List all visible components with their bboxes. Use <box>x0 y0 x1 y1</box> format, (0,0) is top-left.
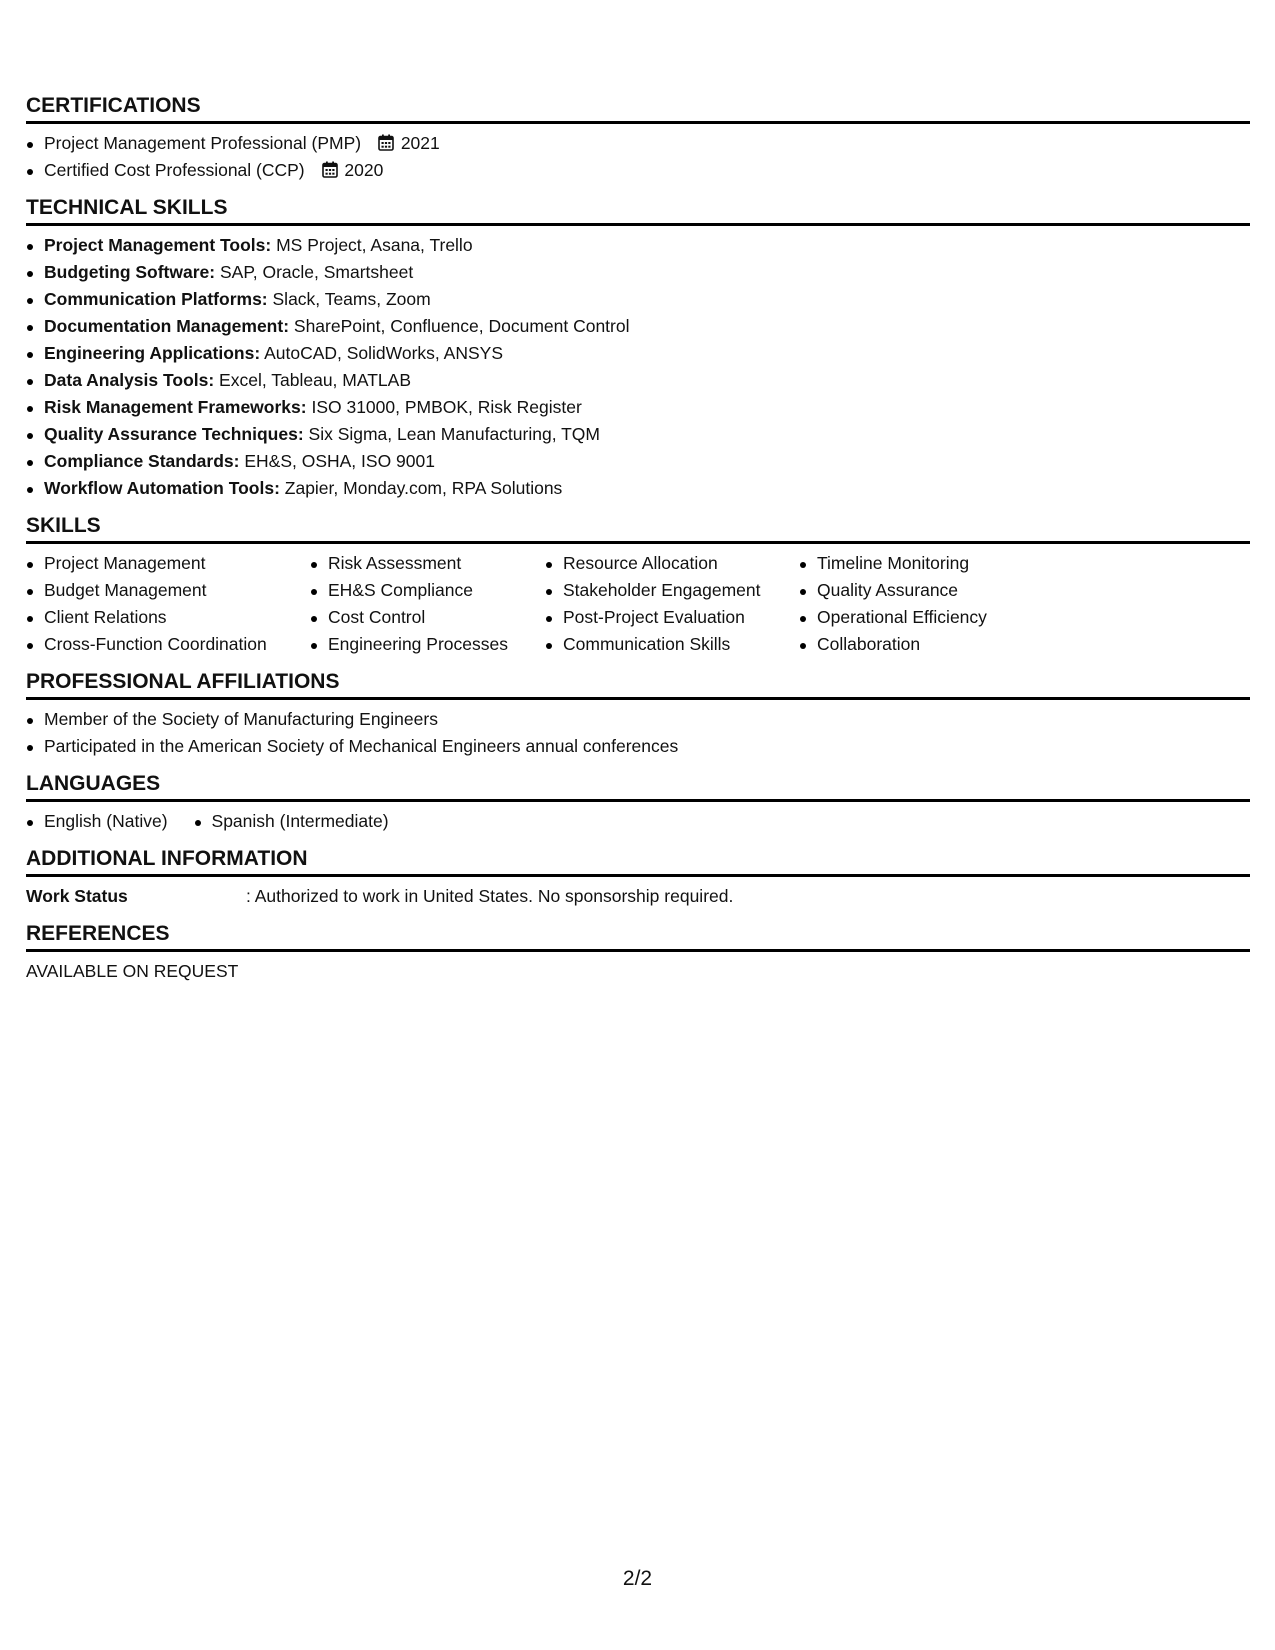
work-status-label: Work Status <box>26 886 128 906</box>
list-item <box>26 259 1250 286</box>
list-item: Participated in the American Society of Mechanical Engineers annual conferences <box>26 733 1250 760</box>
list-item: Cross-Function Coordination <box>26 631 310 658</box>
additional-info-section <box>26 845 1250 910</box>
affiliations-list <box>26 706 1250 760</box>
list-item <box>26 157 1250 184</box>
skills-column <box>310 550 545 658</box>
list-item: Budget Management <box>26 577 310 604</box>
technical-skills-title: TECHNICAL SKILLS <box>26 194 1250 226</box>
list-item <box>26 394 1250 421</box>
list-item <box>26 313 1250 340</box>
list-item <box>26 448 1250 475</box>
skill-value: Excel, Tableau, MATLAB <box>214 370 411 390</box>
certifications-section <box>26 92 1250 184</box>
list-item: Communication Skills <box>545 631 799 658</box>
skill-label: Project Management Tools: <box>44 235 272 255</box>
skill-value: EH&S, OSHA, ISO 9001 <box>239 451 435 471</box>
list-item: Project Management <box>26 550 310 577</box>
skills-column <box>26 550 310 658</box>
references-section <box>26 920 1250 985</box>
list-item: Risk Assessment <box>310 550 545 577</box>
work-status-value: : Authorized to work in United States. No sponsorship required. <box>246 886 734 906</box>
skills-section <box>26 512 1250 658</box>
skills-column <box>545 550 799 658</box>
list-item: Collaboration <box>799 631 1039 658</box>
certifications-title: CERTIFICATIONS <box>26 92 1250 124</box>
affiliations-title: PROFESSIONAL AFFILIATIONS <box>26 668 1250 700</box>
skills-column <box>799 550 1039 658</box>
skill-label: Engineering Applications: <box>44 343 261 363</box>
skill-value: SAP, Oracle, Smartsheet <box>215 262 414 282</box>
skill-label: Compliance Standards: <box>44 451 240 471</box>
list-item: Timeline Monitoring <box>799 550 1039 577</box>
skill-label: Data Analysis Tools: <box>44 370 215 390</box>
skills-title: SKILLS <box>26 512 1250 544</box>
languages-title: LANGUAGES <box>26 770 1250 802</box>
list-item: Client Relations <box>26 604 310 631</box>
affiliations-section <box>26 668 1250 760</box>
skill-value: AutoCAD, SolidWorks, ANSYS <box>260 343 504 363</box>
list-item <box>26 421 1250 448</box>
certification-year: 2021 <box>400 133 440 153</box>
resume-page <box>26 92 1250 995</box>
calendar-icon <box>322 161 338 178</box>
skill-label: Quality Assurance Techniques: <box>44 424 304 444</box>
list-item <box>26 340 1250 367</box>
calendar-icon <box>378 134 394 151</box>
list-item: Operational Efficiency <box>799 604 1039 631</box>
list-item: Engineering Processes <box>310 631 545 658</box>
technical-skills-section <box>26 194 1250 502</box>
skill-label: Workflow Automation Tools: <box>44 478 280 498</box>
skill-value: SharePoint, Confluence, Document Control <box>289 316 630 336</box>
references-title: REFERENCES <box>26 920 1250 952</box>
skill-label: Documentation Management: <box>44 316 290 336</box>
list-item: Spanish (Intermediate) <box>194 808 389 835</box>
work-status-row <box>26 883 1250 910</box>
list-item: Stakeholder Engagement <box>545 577 799 604</box>
list-item: Member of the Society of Manufacturing Engineers <box>26 706 1250 733</box>
certification-name: Certified Cost Professional (CCP) <box>44 160 305 180</box>
list-item: Cost Control <box>310 604 545 631</box>
list-item <box>26 232 1250 259</box>
additional-info-title: ADDITIONAL INFORMATION <box>26 845 1250 877</box>
list-item: Quality Assurance <box>799 577 1039 604</box>
references-text: AVAILABLE ON REQUEST <box>26 961 239 981</box>
list-item: English (Native) <box>26 808 168 835</box>
skill-value: Slack, Teams, Zoom <box>267 289 431 309</box>
skill-label: Communication Platforms: <box>44 289 268 309</box>
skill-value: Six Sigma, Lean Manufacturing, TQM <box>303 424 600 444</box>
skill-label: Budgeting Software: <box>44 262 216 282</box>
list-item <box>26 286 1250 313</box>
skill-value: ISO 31000, PMBOK, Risk Register <box>306 397 582 417</box>
skills-grid <box>26 550 1250 658</box>
certification-year: 2020 <box>344 160 384 180</box>
list-item: Resource Allocation <box>545 550 799 577</box>
languages-list <box>26 808 1250 835</box>
skill-label: Risk Management Frameworks: <box>44 397 307 417</box>
list-item <box>26 475 1250 502</box>
list-item: EH&S Compliance <box>310 577 545 604</box>
certification-name: Project Management Professional (PMP) <box>44 133 362 153</box>
technical-skills-list <box>26 232 1250 502</box>
list-item <box>26 130 1250 157</box>
list-item <box>26 367 1250 394</box>
languages-section <box>26 770 1250 835</box>
skill-value: Zapier, Monday.com, RPA Solutions <box>279 478 563 498</box>
page-number: 2/2 <box>622 1567 653 1590</box>
certifications-list <box>26 130 1250 184</box>
list-item: Post-Project Evaluation <box>545 604 799 631</box>
skill-value: MS Project, Asana, Trello <box>271 235 473 255</box>
